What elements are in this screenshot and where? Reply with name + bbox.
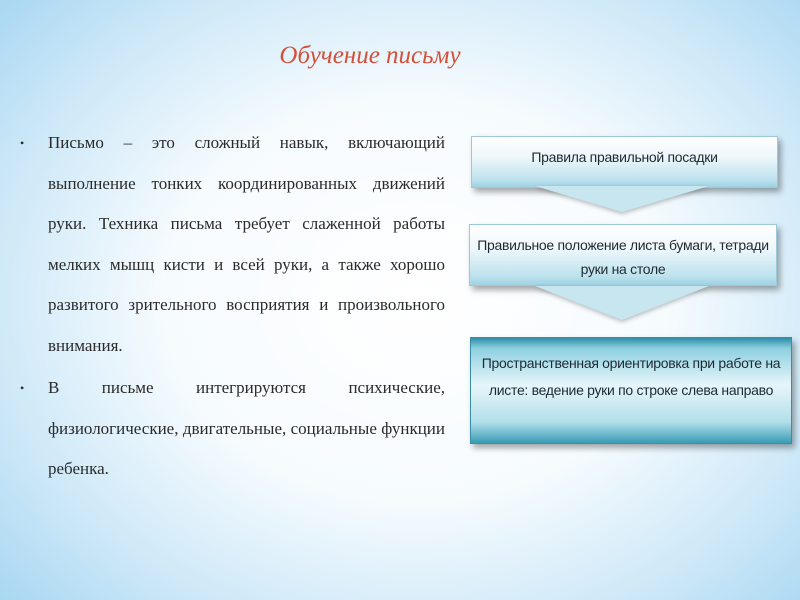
down-arrow-icon [535,286,709,320]
slide-title: Обучение письму [279,42,461,69]
bullet-icon: • [20,381,25,395]
down-arrow-icon [535,186,709,212]
flow-step-1: Правила правильной посадки [471,136,778,188]
bullet-list [20,123,445,492]
flow-step-2: Правильное положение листа бумаги, тетради руки на столе [469,224,777,286]
bullet-item [20,123,445,366]
bullet-text: В письме интегрируются психические, физиологические, двигательные, социальные функции ребенка. [48,378,445,478]
flow-step-3: Пространственная ориентировка при работе на листе: ведение руки по строке слева направо [470,337,792,444]
bullet-text: Письмо – это сложный навык, включающий выполнение тонких координированных движений руки. Техника письма требует слаженной работы мелких мышц кисти и всей руки, а также хорошо развитого зрительного восприятия и произвольного внимания. [48,133,445,355]
bullet-icon: • [20,136,25,150]
bullet-item [20,368,445,490]
